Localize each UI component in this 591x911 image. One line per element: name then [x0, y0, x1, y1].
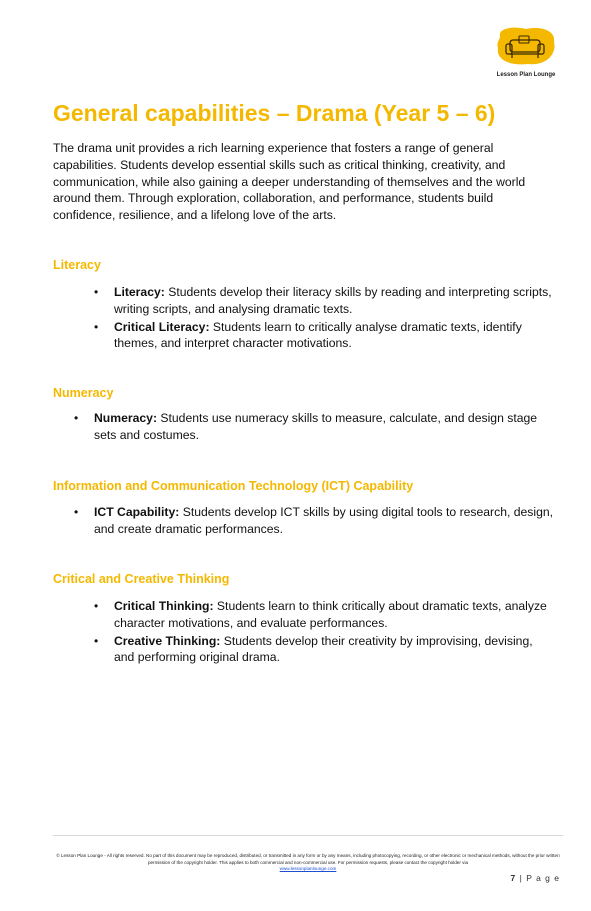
- page-number-value: 7: [510, 873, 517, 883]
- page-label: | P a g e: [519, 873, 560, 883]
- bullet-icon: •: [94, 599, 99, 613]
- bullet-icon: •: [94, 285, 99, 299]
- item-term: Literacy:: [114, 285, 165, 299]
- logo-wordmark: Lesson Plan Lounge: [496, 72, 556, 78]
- ict-list: [74, 504, 564, 539]
- section-heading-ict: Information and Communication Technology (ICT) Capability: [53, 479, 414, 493]
- page-number: [470, 873, 560, 883]
- section-heading-critical-creative: Critical and Creative Thinking: [53, 572, 230, 586]
- bullet-icon: •: [94, 319, 99, 334]
- item-term: Critical Literacy:: [114, 319, 210, 334]
- sofa-logo-icon: [494, 26, 558, 66]
- numeracy-list: [74, 410, 554, 445]
- bullet-icon: •: [74, 505, 79, 519]
- item-term: Critical Thinking:: [114, 599, 214, 613]
- copyright-notice: © Lesson Plan Lounge - All rights reserved. No part of this document may be reproduced, distributed, or transmitted in any form or by any means, including photocopying, recording, or other electronic or mechanical methods, without the prior written permission of the copyright holder. This applies to both commercial and non-commercial use. For permission requests, please contact the copyright holder via: [56, 853, 560, 865]
- list-item: [94, 633, 554, 667]
- item-term: Numeracy:: [94, 411, 157, 425]
- footer-divider: [53, 835, 563, 836]
- bullet-icon: •: [94, 633, 99, 648]
- list-item: [94, 284, 564, 318]
- brand-logo: [490, 26, 562, 84]
- bullet-icon: •: [74, 411, 79, 425]
- list-item: [74, 504, 564, 538]
- section-heading-literacy: Literacy: [53, 258, 101, 272]
- intro-paragraph: The drama unit provides a rich learning experience that fosters a range of general capabilities. Students develop essential skills such as critical thinking, creativity, and communication, while also gaining a deeper understanding of themselves and the world around them. Through exploration, collaboration, and performance, students build confidence, resilience, and a lifelong love of the arts.: [53, 141, 526, 223]
- list-item: [74, 410, 554, 444]
- item-text: Students learn to critically analyse dramatic texts, identify themes, and interpret character motivations.: [114, 319, 522, 351]
- thinking-list: [94, 598, 554, 667]
- list-item: [94, 319, 564, 353]
- footer-copyright: [53, 853, 563, 873]
- item-text: Students develop their literacy skills by reading and interpreting scripts, writing scripts, and analysing dramatic texts.: [114, 285, 552, 316]
- website-link[interactable]: www.lessonplanlounge.com: [279, 866, 337, 871]
- literacy-list: [94, 284, 564, 353]
- page-title: General capabilities – Drama (Year 5 – 6): [53, 100, 496, 126]
- item-text: Students learn to think critically about dramatic texts, analyze character motivations, and evaluate performances.: [114, 599, 547, 630]
- item-text: Students develop their creativity by improvising, devising, and performing original drama.: [114, 633, 533, 665]
- section-heading-numeracy: Numeracy: [53, 386, 114, 400]
- list-item: [94, 598, 554, 632]
- item-text: Students use numeracy skills to measure, calculate, and design stage sets and costumes.: [94, 411, 538, 442]
- item-term: ICT Capability:: [94, 505, 180, 519]
- item-text: Students develop ICT skills by using digital tools to research, design, and create dramatic performances.: [94, 505, 554, 536]
- item-term: Creative Thinking:: [114, 633, 221, 648]
